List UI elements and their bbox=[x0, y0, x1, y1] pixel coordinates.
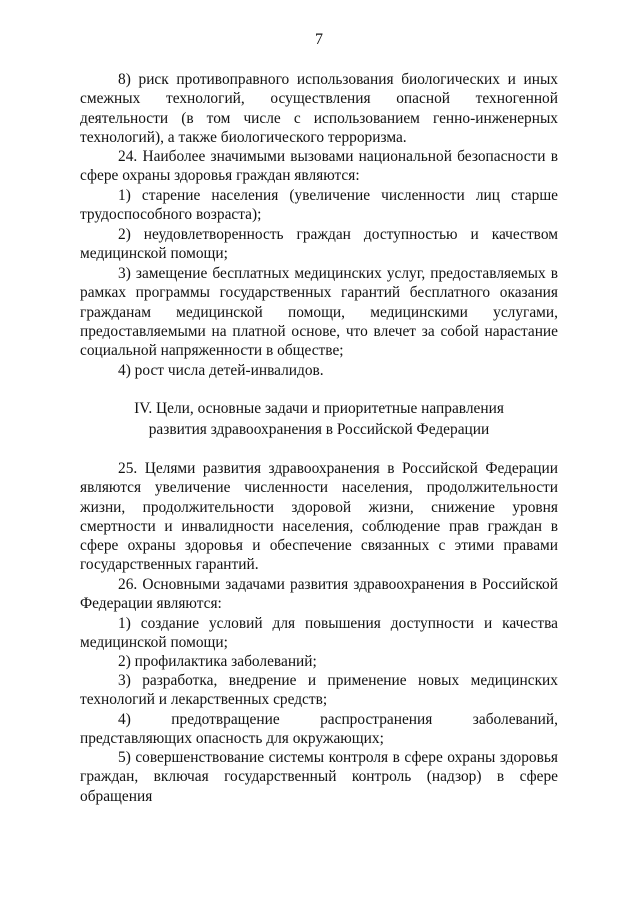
task-item-prevention: 2) профилактика заболеваний; bbox=[118, 653, 317, 670]
task-item-control-system: 5) совершенствование системы контроля в сфере охраны здоровья граждан, включая государственный контроль (надзор) в сфере обращения bbox=[80, 749, 558, 805]
list-item-disabled-children: 4) рост числа детей-инвалидов. bbox=[118, 362, 324, 379]
paragraph-25-goals: 25. Целями развития здравоохранения в Российской Федерации являются увеличение численности населения, продолжительности жизни, продолжительности здоровой жизни, снижение уровня смертности и инвалидности населения, соблюдение прав граждан в сфере охраны здоровья и обеспечение связанных с этими правами государственных гарантий. bbox=[80, 460, 558, 574]
list-item-paid-services: 3) замещение бесплатных медицинских услуг, предоставляемых в рамках программы государственных гарантий бесплатного оказания гражданам медицинской помощи, медицинскими услугами, предоставляемыми на платной основе, что влечет за собой нарастание социальной напряженности в обществе; bbox=[80, 265, 558, 360]
task-item-disease-spread: 4) предотвращение распространения заболеваний, представляющих опасность для окружающих; bbox=[80, 711, 558, 748]
list-item-aging-population: 1) старение населения (увеличение численности лиц старше трудоспособного возраста); bbox=[80, 187, 558, 224]
list-item-dissatisfaction: 2) неудовлетворенность граждан доступностью и качеством медицинской помощи; bbox=[80, 226, 558, 263]
section-heading-line-1: IV. Цели, основные задачи и приоритетные направления bbox=[134, 400, 504, 417]
task-item-technologies: 3) разработка, внедрение и применение новых медицинских технологий и лекарственных средств; bbox=[80, 672, 558, 709]
task-item-accessibility: 1) создание условий для повышения доступности и качества медицинской помощи; bbox=[80, 615, 558, 652]
section-heading-line-2: развития здравоохранения в Российской Федерации bbox=[148, 421, 490, 438]
page-number: 7 bbox=[315, 31, 323, 48]
paragraph-24-challenges: 24. Наиболее значимыми вызовами национальной безопасности в сфере охраны здоровья граждан являются: bbox=[80, 148, 558, 185]
paragraph-26-tasks: 26. Основными задачами развития здравоохранения в Российской Федерации являются: bbox=[80, 576, 558, 613]
paragraph-8-biological-risk: 8) риск противоправного использования биологических и иных смежных технологий, осуществления опасной техногенной деятельности (в том числе с использованием генно-инженерных технологий), а также биологического терроризма. bbox=[80, 71, 558, 146]
